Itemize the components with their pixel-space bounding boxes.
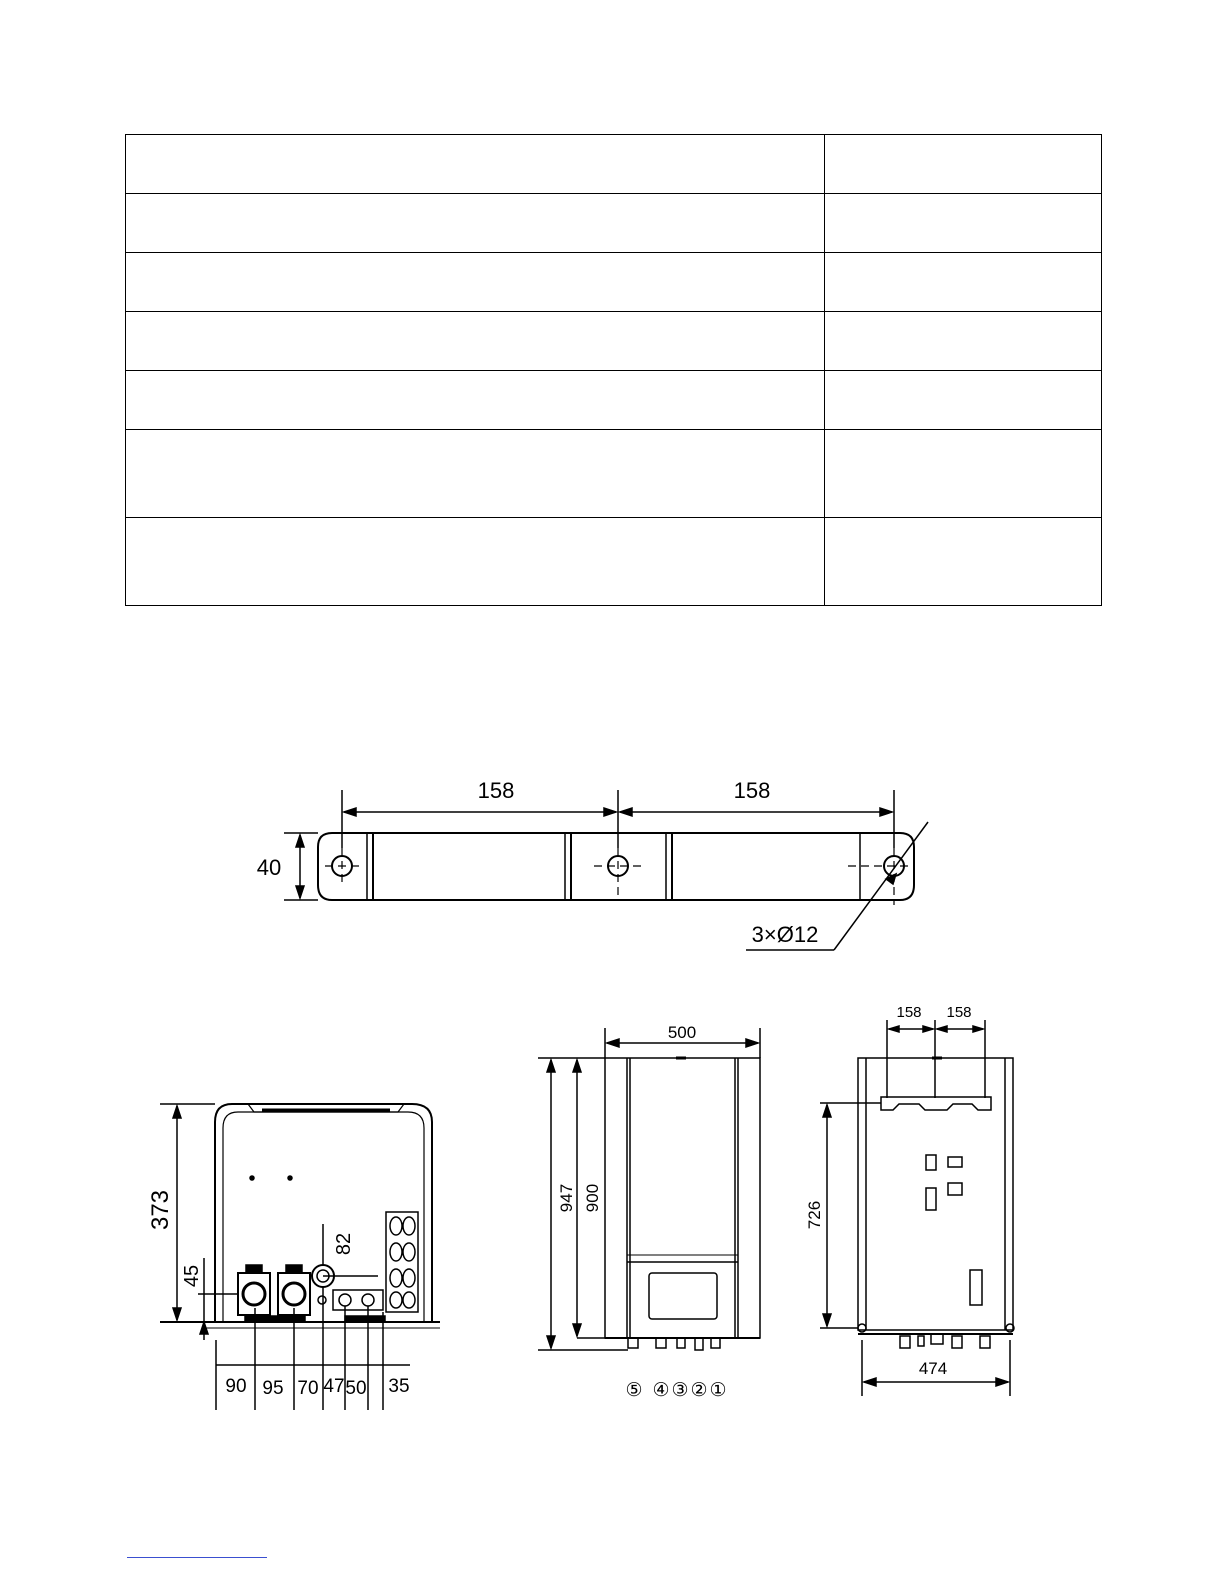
footer-link-underline [127, 1557, 267, 1558]
bottom-dim-82: 82 [333, 1232, 355, 1256]
bracket-dim-158-left: 158 [477, 778, 515, 803]
bracket-dim-holes: 3×Ø12 [751, 922, 819, 947]
connection-label-2: ② [690, 1380, 708, 1401]
back-dim-158-right: 158 [946, 1004, 972, 1021]
back-dim-726: 726 [805, 1200, 824, 1230]
front-dim-947: 947 [557, 1183, 576, 1213]
bottom-dim-90: 90 [225, 1376, 247, 1397]
bottom-dim-47: 47 [323, 1376, 345, 1397]
bottom-dim-50: 50 [345, 1378, 367, 1399]
back-view-drawing [820, 1020, 1014, 1396]
connection-label-5: ⑤ [625, 1380, 643, 1401]
bracket-dim-40: 40 [256, 855, 282, 880]
bracket-dim-158-right: 158 [733, 778, 771, 803]
connection-label-4: ④ [652, 1380, 670, 1401]
connection-label-3: ③ [671, 1380, 689, 1401]
back-dim-474: 474 [918, 1359, 948, 1378]
bottom-dim-35: 35 [388, 1376, 410, 1397]
connection-label-1: ① [709, 1380, 727, 1401]
front-dim-500: 500 [667, 1023, 697, 1042]
bottom-dim-70: 70 [297, 1378, 319, 1399]
bottom-dim-45: 45 [181, 1264, 203, 1288]
bottom-view-drawing [160, 1104, 440, 1410]
bottom-dim-373: 373 [147, 1189, 174, 1231]
back-dim-158-left: 158 [896, 1004, 922, 1021]
front-dim-900: 900 [583, 1183, 602, 1213]
bottom-dim-95: 95 [262, 1378, 284, 1399]
mounting-bracket [284, 790, 928, 950]
